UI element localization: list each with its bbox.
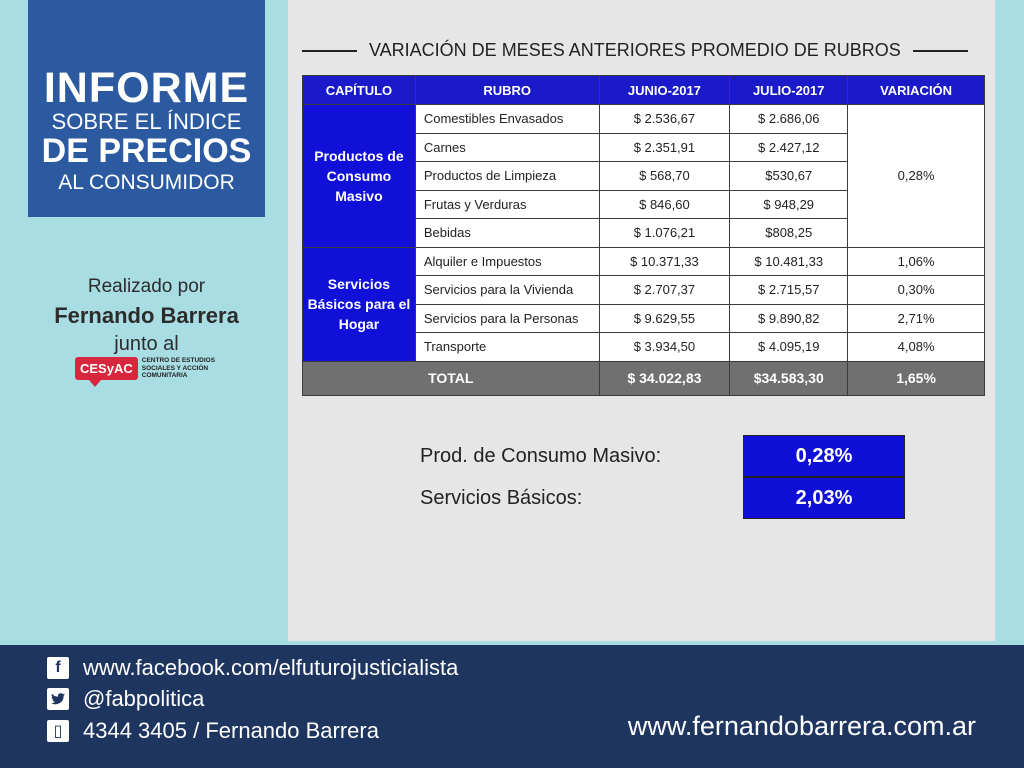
total-label: TOTAL — [303, 361, 600, 395]
summary-block — [420, 435, 905, 519]
summary-label: Servicios Básicos: — [420, 486, 583, 509]
rubro-cell: Alquiler e Impuestos — [415, 247, 599, 276]
table-row — [303, 105, 985, 134]
total-variation: 1,65% — [848, 361, 985, 395]
footer-facebook — [47, 655, 458, 681]
total-july: $34.583,30 — [730, 361, 848, 395]
june-cell: $ 3.934,50 — [599, 333, 730, 362]
facebook-icon: f — [47, 657, 69, 679]
twitter-handle[interactable]: @fabpolitica — [83, 686, 205, 711]
summary-row — [420, 435, 905, 477]
rubro-cell: Servicios para la Vivienda — [415, 276, 599, 305]
table-header-row — [303, 76, 985, 105]
phone-number: 4344 3405 / Fernando Barrera — [83, 718, 379, 743]
rubro-cell: Carnes — [415, 133, 599, 162]
june-cell: $ 2.536,67 — [599, 105, 730, 134]
june-cell: $ 846,60 — [599, 190, 730, 219]
twitter-icon — [47, 688, 69, 710]
heading-rule-right — [913, 50, 968, 52]
report-heading-text: VARIACIÓN DE MESES ANTERIORES PROMEDIO DE RUBROS — [369, 40, 901, 60]
title-line-1: INFORME — [43, 64, 250, 112]
july-cell: $ 2.715,57 — [730, 276, 848, 305]
report-title-block — [28, 0, 265, 217]
title-line-2: SOBRE EL ÍNDICE — [51, 109, 242, 134]
credits-made-by: Realizado por — [87, 276, 206, 297]
july-cell: $ 9.890,82 — [730, 304, 848, 333]
table-row — [303, 247, 985, 276]
total-june: $ 34.022,83 — [599, 361, 730, 395]
chapter-cell: Productos de Consumo Masivo — [303, 105, 416, 248]
footer-twitter — [47, 686, 204, 712]
rubro-cell: Frutas y Verduras — [415, 190, 599, 219]
july-cell: $ 2.686,06 — [730, 105, 848, 134]
footer-phone — [47, 718, 379, 744]
column-header: JUNIO-2017 — [599, 76, 730, 105]
summary-value: 0,28% — [743, 435, 905, 477]
heading-rule-left — [302, 50, 357, 52]
june-cell: $ 1.076,21 — [599, 219, 730, 248]
variation-cell: 0,28% — [848, 105, 985, 248]
title-line-4: AL CONSUMIDOR — [58, 171, 235, 194]
report-panel — [288, 0, 995, 641]
july-cell: $808,25 — [730, 219, 848, 248]
column-header: CAPÍTULO — [303, 76, 416, 105]
summary-value: 2,03% — [743, 477, 905, 519]
summary-label: Prod. de Consumo Masivo: — [420, 444, 662, 467]
credits-author: Fernando Barrera — [54, 303, 239, 328]
cesyac-logo — [75, 357, 237, 380]
cesyac-logo-name: CENTRO DE ESTUDIOS SOCIALES Y ACCIÓN COMUNITARIA — [141, 357, 216, 380]
july-cell: $ 10.481,33 — [730, 247, 848, 276]
rubro-cell: Comestibles Envasados — [415, 105, 599, 134]
summary-row — [420, 477, 905, 519]
footer — [0, 645, 1024, 768]
june-cell: $ 2.351,91 — [599, 133, 730, 162]
variation-table — [302, 75, 985, 396]
column-header: JULIO-2017 — [730, 76, 848, 105]
chapter-cell: Servicios Básicos para el Hogar — [303, 247, 416, 361]
variation-cell: 4,08% — [848, 333, 985, 362]
total-row — [303, 361, 985, 395]
variation-cell: 0,30% — [848, 276, 985, 305]
credits — [28, 275, 265, 357]
title-line-3: DE PRECIOS — [41, 132, 252, 170]
july-cell: $ 948,29 — [730, 190, 848, 219]
report-heading — [302, 40, 981, 61]
cesyac-logo-badge: CESyAC — [75, 357, 138, 380]
variation-cell: 1,06% — [848, 247, 985, 276]
july-cell: $ 2.427,12 — [730, 133, 848, 162]
july-cell: $530,67 — [730, 162, 848, 191]
rubro-cell: Bebidas — [415, 219, 599, 248]
column-header: VARIACIÓN — [848, 76, 985, 105]
rubro-cell: Servicios para la Personas — [415, 304, 599, 333]
phone-icon: ▯ — [47, 720, 69, 742]
variation-cell: 2,71% — [848, 304, 985, 333]
column-header: RUBRO — [415, 76, 599, 105]
credits-together: junto al — [114, 333, 179, 355]
june-cell: $ 568,70 — [599, 162, 730, 191]
june-cell: $ 10.371,33 — [599, 247, 730, 276]
facebook-url[interactable]: www.facebook.com/elfuturojusticialista — [83, 655, 459, 680]
june-cell: $ 2.707,37 — [599, 276, 730, 305]
july-cell: $ 4.095,19 — [730, 333, 848, 362]
rubro-cell: Productos de Limpieza — [415, 162, 599, 191]
rubro-cell: Transporte — [415, 333, 599, 362]
website-url[interactable]: www.fernandobarrera.com.ar — [627, 711, 976, 741]
june-cell: $ 9.629,55 — [599, 304, 730, 333]
